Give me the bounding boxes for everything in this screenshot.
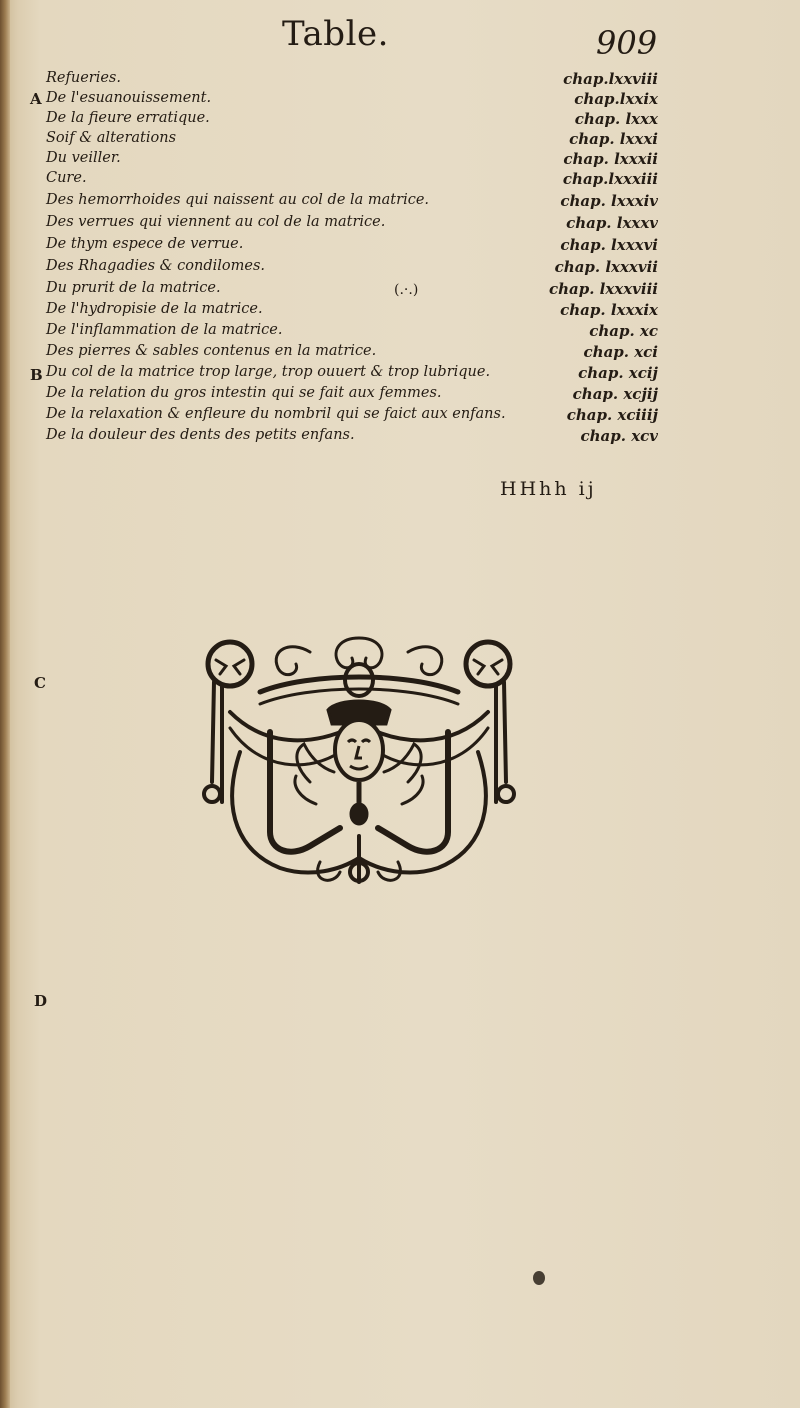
entry-chapter: chap. lxxxvii [554,258,658,276]
list-item [0,427,800,447]
list-item [0,343,800,363]
list-item [0,130,800,150]
entry-chapter: chap. xcv [580,427,658,445]
entry-chapter: chap. xci [583,343,658,361]
entry-description: Soif & alterations [46,130,177,146]
entry-description: De l'esuanouissement. [46,90,212,106]
entry-description: Des hemorrhoides qui naissent au col de la matrice. [46,192,430,208]
entry-description: Du prurit de la matrice. [46,280,221,296]
entry-chapter: chap. lxxxix [560,301,658,319]
entry-description: Des Rhagadies & condilomes. [46,258,266,274]
list-item [0,192,800,212]
entry-description: Refueries. [46,70,121,86]
margin-letter-d: D [34,992,48,1010]
entry-chapter: chap. xcij [578,364,658,382]
entry-description: De la relation du gros intestin qui se fait aux femmes. [46,385,442,401]
ornament-mascaron-icon [200,632,518,888]
entry-chapter: chap.lxxix [574,90,658,108]
list-item [0,322,800,342]
list-item [0,150,800,170]
entry-chapter: chap. xciiij [566,406,658,424]
entry-description: Des verrues qui viennent au col de la matrice. [46,214,386,230]
entry-chapter: chap.lxxxiii [562,170,658,188]
printer-mark: (.·.) [394,282,419,298]
entry-description: Cure. [46,170,87,186]
list-item [0,90,800,110]
entry-description: Des pierres & sables contenus en la matrice. [46,343,377,359]
entry-chapter: chap. lxxxvi [560,236,658,254]
entry-description: Du veiller. [46,150,121,166]
list-item [0,110,800,130]
entry-chapter: chap. lxxxv [566,214,658,232]
entry-description: De l'inflammation de la matrice. [46,322,283,338]
ink-spot [533,1271,545,1285]
list-item [0,385,800,405]
margin-letter-a: A [30,90,42,108]
entry-chapter: chap. lxxxviii [548,280,658,298]
list-item [0,258,800,278]
list-item [0,70,800,90]
page-number: 909 [596,24,658,62]
entry-chapter: chap. lxxxiv [560,192,658,210]
entry-description: De la fieure erratique. [46,110,210,126]
margin-letter-b: B [30,366,43,384]
entry-chapter: chap. lxxxi [569,130,658,148]
entry-description: De l'hydropisie de la matrice. [46,301,263,317]
list-item [0,406,800,426]
page-title: Table. [282,14,389,54]
entry-description: De thym espece de verrue. [46,236,244,252]
entry-chapter: chap. lxxxii [563,150,658,168]
entry-description: Du col de la matrice trop large, trop ouuert & trop lubrique. [46,364,491,380]
signature-mark: HHhh ij [500,478,597,500]
entry-chapter: chap. lxxx [574,110,658,128]
list-item [0,301,800,321]
entry-description: De la douleur des dents des petits enfans. [46,427,355,443]
entry-chapter: chap. xc [589,322,658,340]
entry-chapter: chap. xcjij [572,385,658,403]
list-item [0,214,800,234]
margin-letter-c: C [34,674,46,692]
list-item [0,170,800,190]
list-item [0,364,800,384]
entry-description: De la relaxation & enfleure du nombril qui se faict aux enfans. [46,406,506,422]
list-item [0,236,800,256]
entry-chapter: chap.lxxviii [563,70,658,88]
